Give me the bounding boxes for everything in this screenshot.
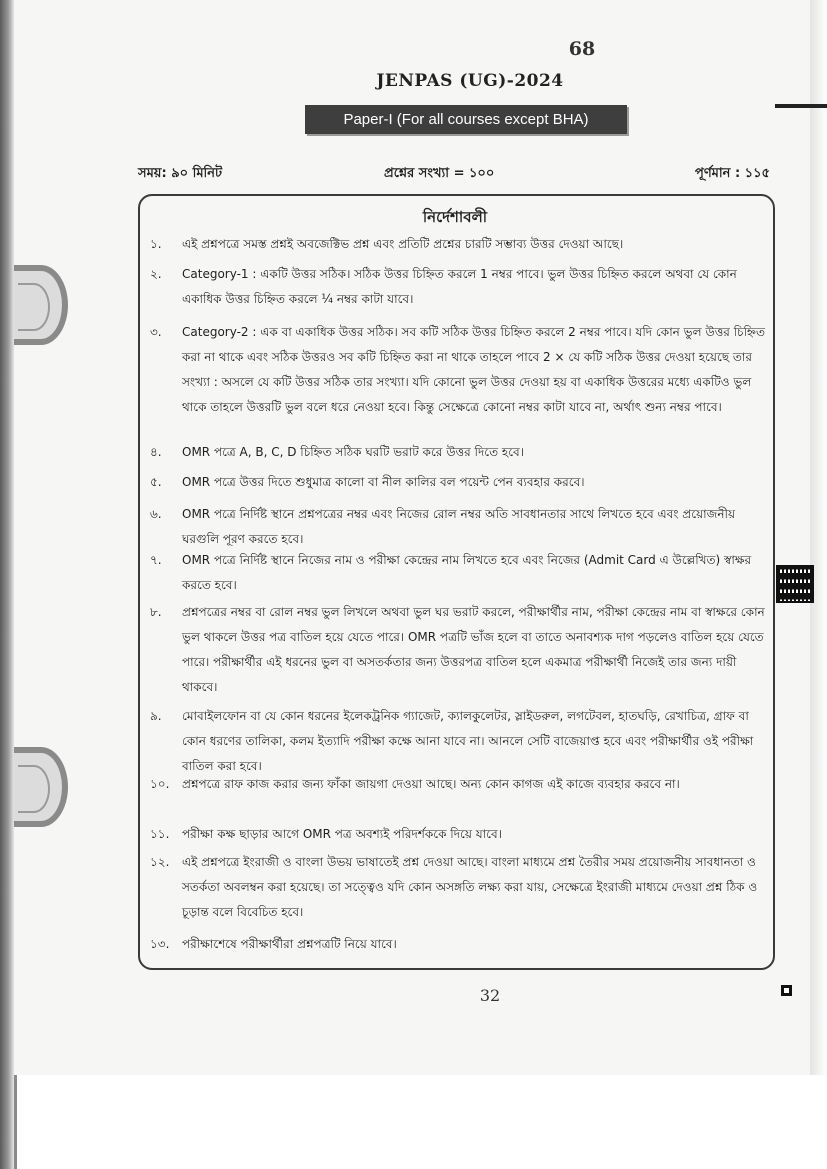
exam-title: JENPAS (UG)-2024 [376, 71, 564, 91]
instruction-number: ৪. [150, 445, 162, 459]
instruction-text: Category-1 : একটি উত্তর সঠিক। সঠিক উত্তর চিহ্নিত করলে 1 নম্বর পাবে। ভুল উত্তর চিহ্নিত করলে অথবা যে কোন একাধিক উত্তর চিহ্নিত করলে ¼ নম্বর কাটা যাবে। [182, 267, 737, 306]
instruction-number: ৯. [150, 709, 162, 723]
instruction-number: ১৩. [150, 937, 170, 951]
instruction-number: ৭. [150, 553, 162, 567]
confidential-seal-icon [14, 265, 68, 345]
instruction-number: ৮. [150, 605, 162, 619]
instruction-text: এই প্রশ্নপত্রে সমস্ত প্রশ্নই অবজেক্টিভ প্রশ্ন এবং প্রতিটি প্রশ্নের চারটি সম্ভাব্য উত্তর দেওয়া আছে। [182, 237, 624, 251]
instruction-text: পরীক্ষাশেষে পরীক্ষার্থীরা প্রশ্নপত্রটি নিয়ে যাবে। [182, 937, 397, 951]
instruction-text: OMR পত্রে নির্দিষ্ট স্থানে প্রশ্নপত্রের নম্বর এবং নিজের রোল নম্বর অতি সাবধানতার সাথে লিখতে হবে এবং প্রয়োজনীয় ঘরগুলি পূরণ করতে হবে। [182, 507, 736, 546]
instruction-text: মোবাইলফোন বা যে কোন ধরনের ইলেকট্রনিক গ্যাজেট, ক্যালকুলেটর, স্লাইডরুল, লগটেবল, হাতঘড়ি, রেখাচিত্র, গ্রাফ বা কোন ধরণের তালিকা, কলম ইত্যাদি পরীক্ষা কক্ষে আনা যাবে না। আনলে সেটি বাজেয়াপ্ত হবে এবং পরীক্ষার্থীর ওই পরীক্ষা বাতিল করা হবে। [182, 709, 754, 773]
instruction-number: ৫. [150, 475, 162, 489]
instructions-heading: নির্দেশাবলী [422, 208, 488, 226]
question-count: প্রশ্নের সংখ্যা = ১০০ [384, 166, 495, 181]
seal-ring [18, 765, 50, 813]
confidential-seal-icon [14, 747, 68, 827]
qr-code-icon [776, 565, 814, 603]
instruction-text: OMR পত্রে A, B, C, D চিহ্নিত সঠিক ঘরটি ভরাট করে উত্তর দিতে হবে। [182, 445, 525, 459]
instruction-number: ৩. [150, 325, 162, 339]
instruction-text: প্রশ্নপত্রে রাফ কাজ করার জন্য ফাঁকা জায়গা দেওয়া আছে। অন্য কোন কাগজ এই কাজে ব্যবহার করবে না। [182, 777, 680, 791]
page-number-bottom: 32 [479, 986, 501, 1005]
instruction-text: OMR পত্রে উত্তর দিতে শুধুমাত্র কালো বা নীল কালির বল পয়েন্ট পেন ব্যবহার করবে। [182, 475, 585, 489]
seal-ring [18, 283, 50, 331]
instruction-number: ১১. [150, 827, 170, 841]
instruction-number: ১২. [150, 855, 170, 869]
full-marks: পূর্ণমান : ১১৫ [695, 166, 770, 181]
instruction-text: পরীক্ষা কক্ষ ছাড়ার আগে OMR পত্র অবশ্যই পরিদর্শককে দিয়ে যাবে। [182, 827, 502, 841]
instruction-number: ১০. [150, 777, 170, 791]
scan-left-shadow [0, 0, 14, 1169]
scan-right-edge [810, 0, 827, 1075]
instruction-text: প্রশ্নপত্রের নম্বর বা রোল নম্বর ভুল লিখলে অথবা ভুল ঘর ভরাট করলে, পরীক্ষার্থীর নাম, পরীক্ষা কেন্দ্রের নাম বা স্বাক্ষরে কোন ভুল থাকলে উত্তর পত্র বাতিল হয়ে যেতে পারে। OMR পত্রটি ভাঁজ হলে বা তাতে অনাবশ্যক দাগ পড়লেও বাতিল হয়ে যেতে পারে। পরীক্ষার্থীর এই ধরনের ভুল বা অসতর্কতার জন্য উত্তরপত্র বাতিল হলে একমাত্র পরীক্ষার্থী নিজেই তার জন্য দায়ী থাকবে। [182, 605, 765, 694]
instruction-number: ১. [150, 237, 162, 251]
instruction-number: ২. [150, 267, 162, 281]
instruction-text: Category-2 : এক বা একাধিক উত্তর সঠিক। সব কটি সঠিক উত্তর চিহ্নিত করলে 2 নম্বর পাবে। যদি কোন ভুল উত্তর চিহ্নিত করা না থাকে এবং সঠিক উত্তরও সব কটি চিহ্নিত করা না থাকে তাহলে পাবে 2 × যে কটি সঠিক উত্তর দেওয়া হয়েছে তার সংখ্যা : অসলে যে কটি উত্তর সঠিক তার সংখ্যা। যদি কোনো ভুল উত্তর দেওয়া হয় বা একাধিক উত্তরের মধ্যে একটিও ভুল থাকে তাহলে উত্তরটি ভুল বলে ধরে নেওয়া হবে। কিন্তু সেক্ষেত্রে কোনো নম্বর কাটা যাবে না, অর্থাৎ শুন্য নম্বর পাবে। [182, 325, 765, 414]
exam-time: সময়: ৯০ মিনিট [138, 166, 223, 181]
instruction-text: এই প্রশ্নপত্রে ইংরাজী ও বাংলা উভয় ভাষাতেই প্রশ্ন দেওয়া আছে। বাংলা মাধ্যমে প্রশ্ন তৈরীর সময় প্রয়োজনীয় সাবধানতা ও সতর্কতা অবলম্বন করা হয়েছে। তা সত্ত্বেও যদি কোন অসঙ্গতি লক্ষ্য করা যায়, সেক্ষেত্রে ইংরাজী মাধ্যমে দেওয়া প্রশ্ন ঠিক ও চূড়ান্ত বলে বিবেচিত হবে। [182, 855, 758, 919]
scan-left-edge [14, 1075, 17, 1169]
paper-banner: Paper-I (For all courses except BHA) [305, 105, 627, 134]
margin-rule [775, 104, 827, 108]
square-marker-icon [781, 985, 792, 996]
instruction-text: OMR পত্রে নির্দিষ্ট স্থানে নিজের নাম ও পরীক্ষা কেন্দ্রের নাম লিখতে হবে এবং নিজের (Admit Card এ উল্লেখিত) স্বাক্ষর করতে হবে। [182, 553, 752, 592]
page-number-top: 68 [568, 38, 596, 60]
instruction-number: ৬. [150, 507, 162, 521]
